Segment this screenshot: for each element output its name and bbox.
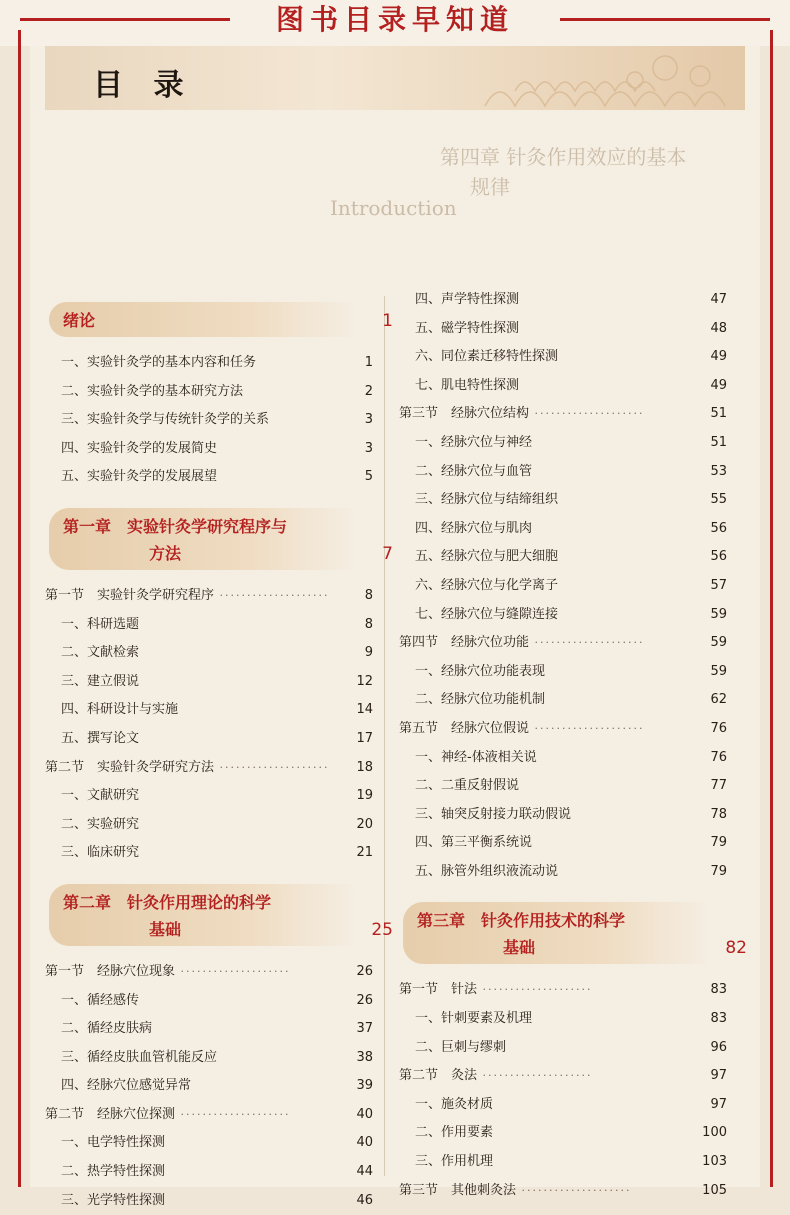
toc-subsection[interactable] bbox=[399, 543, 739, 572]
page-number: 96 bbox=[710, 1039, 727, 1055]
subsection-title: 三、光学特性探测 bbox=[61, 1192, 166, 1208]
page-number: 100 bbox=[702, 1125, 727, 1141]
chapter-title-line2: 方法 bbox=[149, 543, 182, 563]
toc-subsection[interactable] bbox=[399, 286, 739, 315]
chapter-heading bbox=[49, 884, 393, 946]
page-number: 79 bbox=[710, 863, 727, 879]
page-number: 9 bbox=[364, 645, 373, 661]
section-title: 第一节 实验针灸学研究程序 bbox=[45, 587, 215, 603]
subsection-title: 二、经脉穴位功能机制 bbox=[415, 692, 546, 708]
page-number: 62 bbox=[710, 692, 727, 708]
chapter-title: 实验针灸学研究程序与 bbox=[127, 516, 288, 536]
toc-subsection[interactable] bbox=[399, 772, 739, 801]
chapter-title: 针灸作用技术的科学 bbox=[481, 911, 626, 931]
frame-border-right bbox=[770, 30, 773, 1187]
page-number: 38 bbox=[356, 1049, 373, 1065]
page-number: 46 bbox=[356, 1192, 373, 1208]
toc-subsection[interactable] bbox=[45, 725, 385, 754]
page-number: 59 bbox=[710, 606, 727, 622]
chapter-heading bbox=[403, 902, 747, 964]
section-title: 第二节 经脉穴位探测 bbox=[45, 1106, 176, 1122]
subsection-title: 五、经脉穴位与肥大细胞 bbox=[415, 549, 559, 565]
dot-leader: ···················· bbox=[529, 636, 645, 650]
toc-subsection[interactable] bbox=[399, 515, 739, 544]
section-title: 第一节 经脉穴位现象 bbox=[45, 963, 176, 979]
subsection-title: 五、实验针灸学的发展展望 bbox=[61, 469, 218, 485]
subsection-title: 一、施灸材质 bbox=[415, 1096, 494, 1112]
toc-section[interactable] bbox=[45, 582, 385, 611]
toc-section[interactable] bbox=[399, 1062, 739, 1091]
toc-subsection[interactable] bbox=[399, 1005, 739, 1034]
ghost-chapter-heading: 第四章 针灸作用效应的基本 bbox=[440, 145, 687, 169]
toc-subsection[interactable] bbox=[45, 435, 385, 464]
page-number: 51 bbox=[710, 406, 727, 422]
ghost-chapter-subheading: 规律 bbox=[470, 175, 510, 199]
toc-subsection[interactable] bbox=[399, 1091, 739, 1120]
banner-rule-left bbox=[20, 18, 230, 21]
section-title: 第三节 其他刺灸法 bbox=[399, 1182, 517, 1198]
page-number: 51 bbox=[710, 434, 727, 450]
page-number: 79 bbox=[710, 835, 727, 851]
toc-header-band bbox=[45, 46, 745, 110]
subsection-title: 二、经脉穴位与血管 bbox=[415, 463, 533, 479]
subsection-title: 二、热学特性探测 bbox=[61, 1164, 166, 1180]
page-number: 19 bbox=[356, 788, 373, 804]
subsection-title: 七、经脉穴位与缝隙连接 bbox=[415, 606, 559, 622]
page-number: 18 bbox=[356, 759, 373, 775]
toc-subsection[interactable] bbox=[45, 1044, 385, 1073]
page-number: 17 bbox=[356, 730, 373, 746]
chapter-number: 第二章 bbox=[63, 892, 128, 912]
chapter-title-line2: 基础 bbox=[503, 938, 536, 958]
toc-section[interactable] bbox=[45, 754, 385, 783]
toc-subsection[interactable] bbox=[45, 1072, 385, 1101]
toc-chapter[interactable] bbox=[45, 302, 393, 337]
subsection-title: 四、经脉穴位与肌肉 bbox=[415, 520, 533, 536]
banner-rule-right bbox=[560, 18, 770, 21]
toc-subsection[interactable] bbox=[45, 1158, 385, 1187]
subsection-title: 三、循经皮肤血管机能反应 bbox=[61, 1049, 218, 1065]
section-title: 第二节 实验针灸学研究方法 bbox=[45, 759, 215, 775]
page-number: 48 bbox=[710, 320, 727, 336]
page-number: 76 bbox=[710, 720, 727, 736]
subsection-title: 一、针刺要素及机理 bbox=[415, 1011, 533, 1027]
subsection-title: 二、实验研究 bbox=[61, 816, 140, 832]
toc-subsection[interactable] bbox=[399, 829, 739, 858]
subsection-title: 六、经脉穴位与化学离子 bbox=[415, 577, 559, 593]
toc-chapter[interactable] bbox=[45, 884, 393, 946]
section-title: 第一节 针法 bbox=[399, 982, 478, 998]
subsection-title: 七、肌电特性探测 bbox=[415, 377, 520, 393]
subsection-title: 二、巨刺与缪刺 bbox=[415, 1039, 507, 1055]
subsection-title: 一、实验针灸学的基本内容和任务 bbox=[61, 355, 257, 370]
subsection-title: 一、经脉穴位与神经 bbox=[415, 434, 533, 450]
toc-subsection[interactable] bbox=[45, 1015, 385, 1044]
toc-subsection[interactable] bbox=[399, 744, 739, 773]
dot-leader: ···················· bbox=[477, 983, 593, 997]
toc-subsection[interactable] bbox=[45, 782, 385, 811]
frame-border-left bbox=[18, 30, 21, 1187]
dot-leader: ···················· bbox=[214, 760, 330, 774]
subsection-title: 一、经脉穴位功能表现 bbox=[415, 663, 546, 679]
chapter-page-number: 25 bbox=[371, 919, 393, 940]
subsection-title: 五、撰写论文 bbox=[61, 730, 140, 746]
page-number: 3 bbox=[364, 440, 373, 456]
toc-subsection[interactable] bbox=[399, 858, 739, 887]
dot-leader: ···················· bbox=[477, 1069, 593, 1083]
page-number: 2 bbox=[364, 383, 373, 399]
page-number: 97 bbox=[710, 1096, 727, 1112]
toc-subsection[interactable] bbox=[399, 658, 739, 687]
toc-subsection[interactable] bbox=[399, 429, 739, 458]
subsection-title: 一、科研选题 bbox=[61, 616, 140, 632]
subsection-title: 一、循经感传 bbox=[61, 992, 140, 1008]
toc-subsection[interactable] bbox=[45, 696, 385, 725]
toc-subsection[interactable] bbox=[399, 686, 739, 715]
page-number: 103 bbox=[702, 1154, 727, 1170]
subsection-title: 五、脉管外组织液流动说 bbox=[415, 863, 559, 879]
chapter-page-number: 1 bbox=[382, 311, 393, 331]
page-number: 49 bbox=[710, 377, 727, 393]
toc-section[interactable] bbox=[399, 976, 739, 1005]
chapter-number: 第三章 bbox=[417, 911, 482, 931]
chapter-page-number: 7 bbox=[382, 543, 393, 564]
subsection-title: 四、科研设计与实施 bbox=[61, 702, 179, 718]
page-number: 56 bbox=[710, 520, 727, 536]
chapter-heading bbox=[49, 302, 393, 337]
subsection-title: 二、循经皮肤病 bbox=[61, 1021, 153, 1037]
page-number: 77 bbox=[710, 778, 727, 794]
page-number: 3 bbox=[364, 412, 373, 428]
subsection-title: 三、作用机理 bbox=[415, 1154, 494, 1170]
subsection-title: 四、第三平衡系统说 bbox=[415, 835, 533, 851]
toc-subsection[interactable] bbox=[45, 987, 385, 1016]
section-title: 第三节 经脉穴位结构 bbox=[399, 406, 530, 422]
toc-subsection[interactable] bbox=[399, 1148, 739, 1177]
subsection-title: 二、文献检索 bbox=[61, 645, 140, 661]
subsection-title: 一、神经-体液相关说 bbox=[415, 749, 537, 765]
toc-subsection[interactable] bbox=[399, 572, 739, 601]
subsection-title: 三、经脉穴位与结缔组织 bbox=[415, 492, 559, 508]
page-number: 26 bbox=[356, 963, 373, 979]
toc-subsection[interactable] bbox=[45, 349, 385, 378]
section-title: 第五节 经脉穴位假说 bbox=[399, 720, 530, 736]
subsection-title: 二、实验针灸学的基本研究方法 bbox=[61, 383, 244, 399]
page-number: 1 bbox=[364, 355, 373, 370]
toc-subsection[interactable] bbox=[399, 1034, 739, 1063]
page-number: 39 bbox=[356, 1078, 373, 1094]
subsection-title: 三、建立假说 bbox=[61, 673, 140, 689]
chapter-page-number: 82 bbox=[725, 938, 747, 959]
banner-title: 图书目录早知道 bbox=[275, 3, 514, 36]
subsection-title: 三、实验针灸学与传统针灸学的关系 bbox=[61, 412, 270, 428]
toc-heading: 目 录 bbox=[93, 68, 194, 103]
page-number: 59 bbox=[710, 635, 727, 651]
subsection-title: 一、电学特性探测 bbox=[61, 1135, 166, 1151]
subsection-title: 二、作用要素 bbox=[415, 1125, 494, 1141]
page-number: 8 bbox=[364, 587, 373, 603]
chapter-heading bbox=[49, 508, 393, 570]
toc-subsection[interactable] bbox=[45, 811, 385, 840]
page-number: 14 bbox=[356, 702, 373, 718]
page-number: 40 bbox=[356, 1106, 373, 1122]
page-number: 44 bbox=[356, 1164, 373, 1180]
section-title: 第四节 经脉穴位功能 bbox=[399, 635, 530, 651]
page-number: 26 bbox=[356, 992, 373, 1008]
page-number: 83 bbox=[710, 982, 727, 998]
chapter-title: 绪论 bbox=[63, 311, 96, 330]
chapter-title: 针灸作用理论的科学 bbox=[127, 892, 272, 912]
subsection-title: 四、声学特性探测 bbox=[415, 292, 520, 307]
page-number: 37 bbox=[356, 1021, 373, 1037]
page-number: 40 bbox=[356, 1135, 373, 1151]
toc-section[interactable] bbox=[399, 400, 739, 429]
page-number: 12 bbox=[356, 673, 373, 689]
page-number: 21 bbox=[356, 845, 373, 861]
toc-subsection[interactable] bbox=[399, 1119, 739, 1148]
toc-section[interactable] bbox=[399, 715, 739, 744]
toc-section[interactable] bbox=[45, 958, 385, 987]
toc-subsection[interactable] bbox=[45, 1129, 385, 1158]
toc-subsection[interactable] bbox=[45, 639, 385, 668]
dot-leader: ···················· bbox=[529, 407, 645, 421]
chapter-number: 第一章 bbox=[63, 516, 128, 536]
ghost-introduction: Introduction bbox=[330, 196, 457, 220]
toc-subsection[interactable] bbox=[45, 378, 385, 407]
page-number: 97 bbox=[710, 1068, 727, 1084]
toc-subsection[interactable] bbox=[399, 458, 739, 487]
toc-chapter[interactable] bbox=[45, 508, 393, 570]
toc-subsection[interactable] bbox=[45, 611, 385, 640]
subsection-title: 三、轴突反射接力联动假说 bbox=[415, 806, 572, 822]
toc-subsection[interactable] bbox=[45, 463, 385, 492]
page-number: 83 bbox=[710, 1011, 727, 1027]
toc-subsection[interactable] bbox=[399, 801, 739, 830]
dot-leader: ···················· bbox=[516, 1183, 632, 1197]
page-number: 53 bbox=[710, 463, 727, 479]
toc-section[interactable] bbox=[399, 629, 739, 658]
page-number: 105 bbox=[702, 1182, 727, 1198]
subsection-title: 四、经脉穴位感觉异常 bbox=[61, 1078, 192, 1094]
toc-chapter[interactable] bbox=[399, 902, 747, 964]
page-number: 78 bbox=[710, 806, 727, 822]
page-number: 55 bbox=[710, 492, 727, 508]
toc-subsection[interactable] bbox=[399, 486, 739, 515]
dot-leader: ···················· bbox=[214, 588, 330, 602]
subsection-title: 二、二重反射假说 bbox=[415, 778, 520, 794]
toc-section[interactable] bbox=[45, 1101, 385, 1130]
dot-leader: ···················· bbox=[529, 721, 645, 735]
toc-subsection[interactable] bbox=[45, 406, 385, 435]
section-title: 第二节 灸法 bbox=[399, 1068, 478, 1084]
page-number: 76 bbox=[710, 749, 727, 765]
page-number: 59 bbox=[710, 663, 727, 679]
toc-subsection[interactable] bbox=[399, 343, 739, 372]
toc-section[interactable] bbox=[399, 1177, 739, 1206]
page-number: 49 bbox=[710, 349, 727, 365]
page-number: 57 bbox=[710, 577, 727, 593]
toc-subsection[interactable] bbox=[45, 668, 385, 697]
page-number: 5 bbox=[364, 469, 373, 485]
toc-subsection[interactable] bbox=[399, 372, 739, 401]
dot-leader: ···················· bbox=[175, 964, 291, 978]
page-number: 56 bbox=[710, 549, 727, 565]
toc-page bbox=[30, 46, 760, 1208]
toc-right-column bbox=[399, 286, 747, 1205]
page-number: 20 bbox=[356, 816, 373, 832]
toc-subsection[interactable] bbox=[45, 1187, 385, 1215]
subsection-title: 一、文献研究 bbox=[61, 788, 140, 804]
dot-leader: ···················· bbox=[175, 1107, 291, 1121]
page-number: 8 bbox=[364, 616, 373, 632]
toc-left-column bbox=[45, 286, 393, 1215]
chapter-title-line2: 基础 bbox=[149, 919, 182, 939]
subsection-title: 五、磁学特性探测 bbox=[415, 320, 520, 336]
toc-subsection[interactable] bbox=[399, 601, 739, 630]
toc-subsection[interactable] bbox=[399, 315, 739, 344]
toc-subsection[interactable] bbox=[45, 839, 385, 868]
page-number: 47 bbox=[710, 292, 727, 307]
subsection-title: 四、实验针灸学的发展简史 bbox=[61, 440, 218, 456]
subsection-title: 三、临床研究 bbox=[61, 845, 140, 861]
subsection-title: 六、同位素迁移特性探测 bbox=[415, 349, 559, 365]
